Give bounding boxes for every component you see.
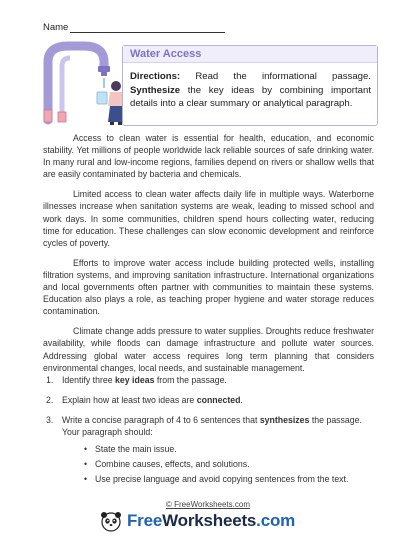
name-label: Name	[43, 22, 69, 33]
reading-passage	[43, 132, 374, 382]
requirement-list	[84, 443, 374, 485]
question-keyword: synthesizes	[259, 415, 310, 425]
name-field[interactable]	[43, 22, 225, 33]
list-item	[84, 458, 374, 470]
logo-wordmark	[127, 511, 295, 531]
passage-paragraph: Climate change adds pressure to water supplies. Droughts reduce freshwater availability, while floods can damage infrastructure and pollute water sources. Addressing global water access requires long term planning that considers environmental changes, local needs, and sustainable management.	[43, 326, 374, 373]
question-keyword: key ideas	[115, 375, 155, 385]
question-3	[46, 414, 374, 488]
question-number: 2.	[46, 395, 54, 405]
directions-keyword: Synthesize	[130, 84, 181, 96]
list-item	[84, 443, 374, 455]
directions-part2: the key ideas by combining important details into a clear summary or analytical paragraph.	[130, 84, 371, 109]
passage-paragraph: Access to clean water is essential for health, education, and economic stability. Yet millions of people worldwide lack reliable sources of safe drinking water. In many rural and low-income regions, families depend on rivers or shallow wells that are easily contaminated by bacteria and chemicals.	[43, 133, 374, 180]
question-text: Explain how at least two ideas are	[62, 395, 197, 405]
list-item	[84, 473, 374, 485]
question-text: the passage. Your paragraph should:	[62, 415, 362, 437]
question-keyword: connected	[196, 395, 241, 405]
footer-url-text[interactable]: © FreeWorksheets.com	[166, 500, 250, 509]
question-text: Identify three	[62, 375, 116, 385]
name-line[interactable]	[70, 23, 225, 33]
question-text: from the passage.	[154, 375, 227, 385]
question-number: 3.	[46, 415, 54, 425]
question-text: Write a concise paragraph of 4 to 6 sentences that	[62, 415, 260, 425]
logo-part: Free	[127, 511, 163, 530]
question-text: .	[240, 395, 243, 405]
site-logo[interactable]	[100, 510, 340, 532]
logo-part: .com	[256, 511, 296, 530]
bullet-icon: •	[84, 444, 88, 454]
worksheet-title: Water Access	[123, 46, 377, 63]
list-item-text: Combine causes, effects, and solutions.	[95, 459, 250, 469]
panda-icon	[100, 510, 122, 532]
question-1	[46, 374, 374, 386]
list-item-text: Use precise language and avoid copying sentences from the text.	[95, 474, 349, 484]
passage-paragraph: Limited access to clean water affects daily life in multiple ways. Waterborne illnesses increase when sanitation systems are weak, leading to missed school and work days. In some communities, children spend hours collecting water, reducing time for education. These challenges can slow economic development and reinforce cycles of poverty.	[43, 189, 374, 248]
bullet-icon: •	[84, 474, 88, 484]
directions-label: Directions:	[130, 71, 181, 82]
directions-part1: Read the informational passage.	[195, 71, 371, 82]
list-item-text: State the main issue.	[95, 444, 177, 454]
directions-panel	[122, 45, 378, 126]
passage-paragraph: Efforts to improve water access include building protected wells, installing filtration systems, and improving sanitation infrastructure. International organizations and local governments often partner with communities to maintain these systems. Education also plays a role, as teaching proper hygiene and water storage reduces contamination.	[43, 257, 374, 317]
logo-part: Worksheets	[162, 511, 257, 530]
bullet-icon: •	[84, 459, 88, 469]
question-number: 1.	[46, 375, 54, 385]
footer-link[interactable]	[0, 500, 416, 509]
question-list	[46, 374, 374, 496]
directions-text	[130, 70, 371, 111]
question-2	[46, 394, 374, 406]
